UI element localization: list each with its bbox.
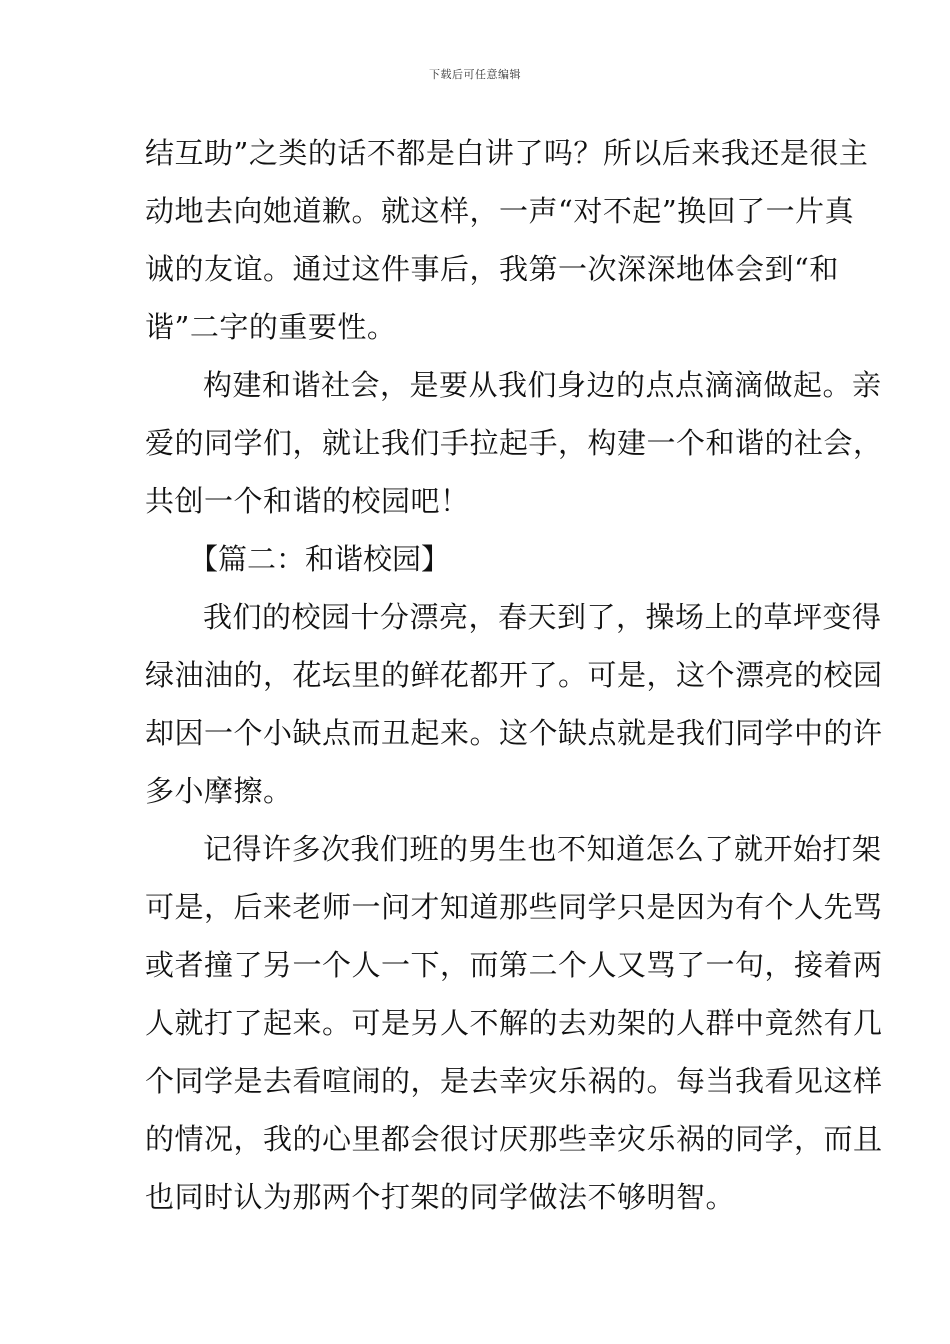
paragraph-line: 动地去向她道歉。就这样，一声“对不起”换回了一片真: [145, 194, 855, 228]
paragraph-line: 个同学是去看喧闹的，是去幸灾乐祸的。每当我看见这样: [145, 1064, 883, 1098]
paragraph-line: 共创一个和谐的校园吧！: [145, 484, 470, 518]
paragraph-line: 构建和谐社会，是要从我们身边的点点滴滴做起。亲: [203, 368, 882, 402]
paragraph-line: 我们的校园十分漂亮，春天到了，操场上的草坪变得: [203, 600, 882, 634]
paragraph-line: 可是，后来老师一问才知道那些同学只是因为有个人先骂: [145, 890, 883, 924]
paragraph-line: 却因一个小缺点而丑起来。这个缺点就是我们同学中的许: [145, 716, 883, 750]
paragraph-line: 谐”二字的重要性。: [145, 310, 397, 344]
paragraph-line: 或者撞了另一个人一下，而第二个人又骂了一句，接着两: [145, 948, 883, 982]
paragraph-line: 诚的友谊。通过这件事后，我第一次深深地体会到“和: [145, 252, 839, 286]
paragraph-line: 爱的同学们，就让我们手拉起手，构建一个和谐的社会，: [145, 426, 883, 460]
section-heading: 【篇二：和谐校园】: [189, 542, 451, 576]
document-body: [145, 124, 883, 1226]
paragraph-line: 多小摩擦。: [145, 774, 293, 808]
page-header-note: 下载后可任意编辑: [429, 68, 521, 81]
paragraph-line: 记得许多次我们班的男生也不知道怎么了就开始打架: [203, 832, 882, 866]
paragraph-campus: [145, 588, 883, 820]
paragraph-line: 也同时认为那两个打架的同学做法不够明智。: [145, 1180, 736, 1214]
paragraph-line: 结互助”之类的话不都是白讲了吗？所以后来我还是很主: [145, 136, 869, 170]
paragraph-line: 的情况，我的心里都会很讨厌那些幸灾乐祸的同学，而且: [145, 1122, 883, 1156]
paragraph-line: 人就打了起来。可是另人不解的去劝架的人群中竟然有几: [145, 1006, 883, 1040]
paragraph-fights: [145, 820, 883, 1226]
paragraph-harmonious-society: [145, 356, 883, 530]
paragraph-apology: [145, 124, 869, 356]
paragraph-line: 绿油油的，花坛里的鲜花都开了。可是，这个漂亮的校园: [145, 658, 883, 692]
